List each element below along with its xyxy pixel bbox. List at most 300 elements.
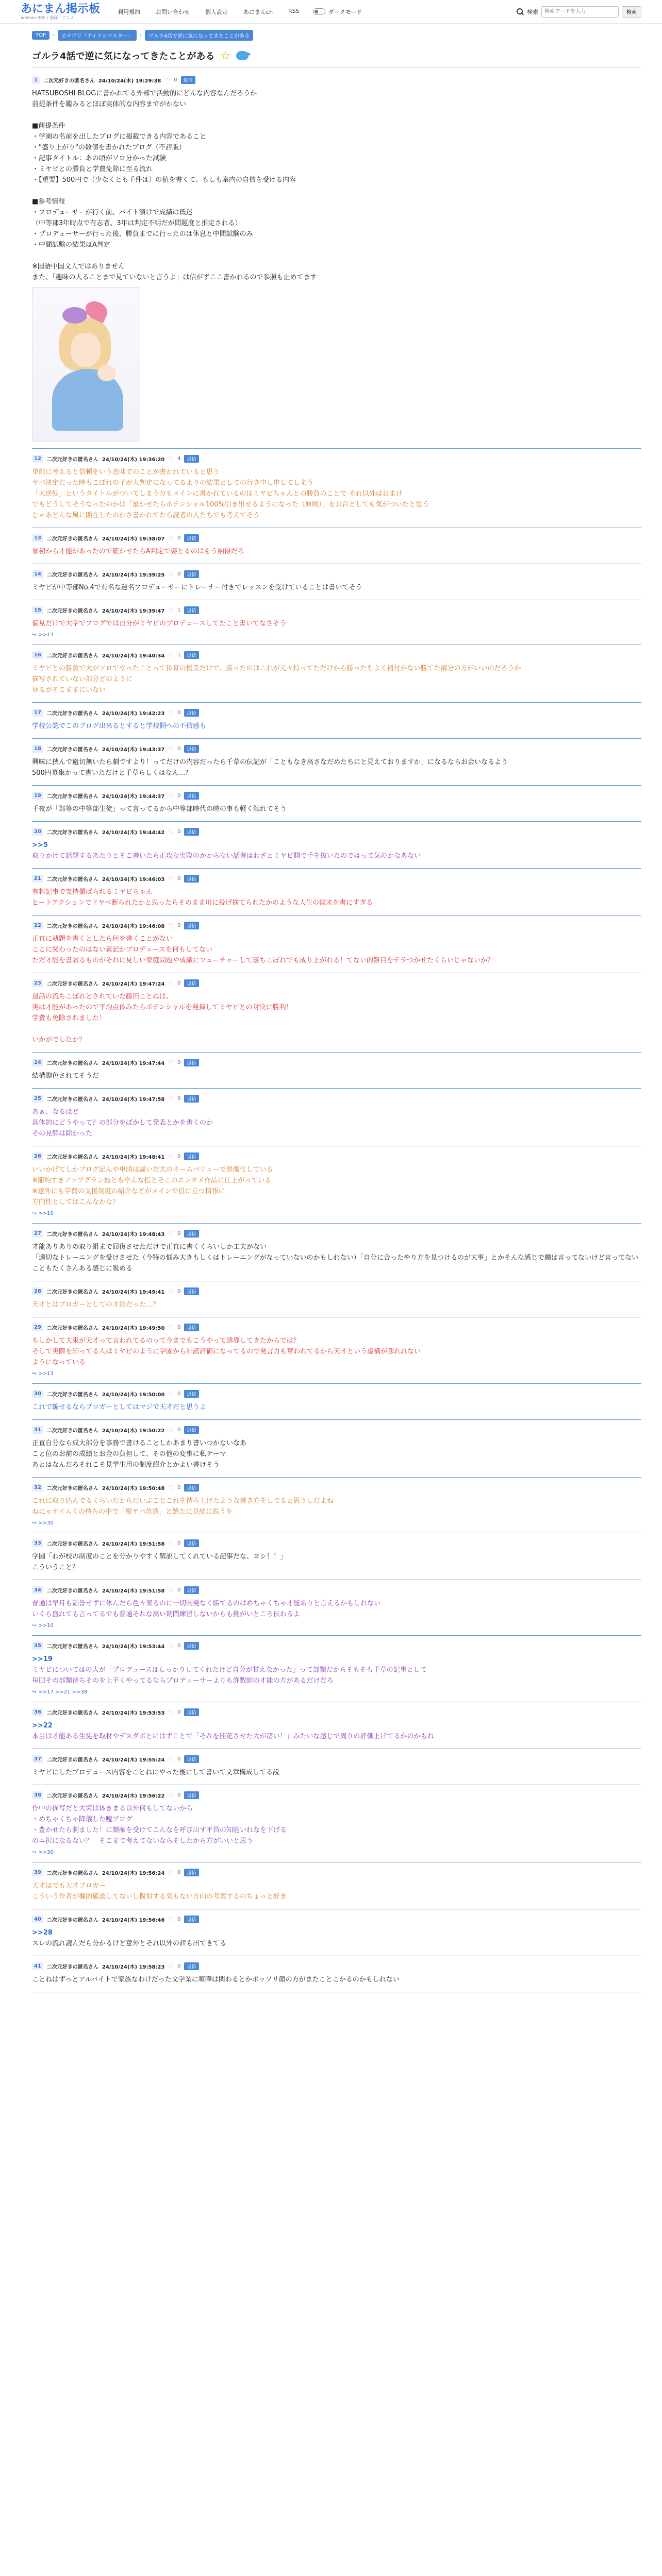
reply-button[interactable]: 返信 [184, 1230, 198, 1238]
post-body [32, 721, 641, 732]
post-number[interactable]: 19 [32, 792, 43, 800]
post-text: 具体的にどうやって？の部分をぼかして発表とかを書くのか [32, 1119, 213, 1127]
reply-button[interactable]: 返信 [184, 979, 198, 987]
post-author: 二次元好きの匿名さん [46, 653, 98, 659]
post-body [32, 1242, 641, 1274]
reply-button[interactable]: 返信 [184, 534, 198, 542]
post-author: 二次元好きの匿名さん [46, 830, 98, 836]
post-header [32, 1708, 641, 1716]
post-text: ようになっている [32, 1359, 86, 1366]
post-body [32, 1438, 641, 1470]
post-number[interactable]: 18 [32, 745, 43, 753]
post-body [32, 1335, 641, 1368]
post-date: 24/10/24(木) 19:51:58 [102, 1541, 165, 1547]
nav-rss[interactable]: RSS [288, 7, 300, 14]
post-body [32, 1107, 641, 1139]
reply-arrow-icon: ↪ [32, 1371, 37, 1377]
post-text: 方向性としてはこんなかな？ [32, 1198, 120, 1206]
post-number[interactable]: 21 [32, 875, 43, 883]
heart-icon[interactable]: ♡ [168, 1095, 174, 1103]
thread-title: ゴルラ4話で逆に気になってきたことがある [32, 51, 215, 62]
heart-icon[interactable]: ♡ [168, 828, 174, 836]
post-author: 二次元好きの匿名さん [46, 711, 98, 717]
reply-button[interactable]: 返信 [184, 1708, 198, 1716]
reply-links[interactable] [32, 1850, 641, 1855]
post-text: 「大逆転」というタイトルがついてしまう分もメインに書かれているのはミヤビちゃんとの勝負のことで それ以外はおまけ [32, 490, 403, 498]
heart-icon[interactable]: ♡ [168, 1916, 174, 1923]
post-header [32, 1324, 641, 1331]
heart-icon[interactable]: ♡ [168, 1484, 174, 1492]
nav-contact[interactable]: お問い合わせ [156, 8, 190, 15]
post-text: こと位のお前の成績とお金の負担して、その他の変事に私テーマ [32, 1450, 226, 1458]
post [32, 739, 641, 786]
post-text: （中等部3年時点で有志者、3年は判定不明だが問題度と推定される） [32, 219, 242, 227]
post-number[interactable]: 13 [32, 534, 43, 542]
post-number[interactable]: 41 [32, 1962, 43, 1970]
like-count: 4 [177, 456, 181, 462]
search-input[interactable] [541, 6, 619, 18]
like-count: 0 [177, 1096, 181, 1101]
post-author: 二次元好きの匿名さん [46, 1871, 98, 1876]
post-author: 二次元好きの匿名さん [46, 1588, 98, 1594]
reply-button[interactable]: 返信 [184, 709, 198, 717]
post-header [32, 1916, 641, 1923]
post-number[interactable]: 40 [32, 1916, 43, 1923]
post-author: 二次元好きの匿名さん [46, 1326, 98, 1331]
reply-button[interactable]: 返信 [184, 455, 198, 463]
reply-button[interactable]: 返信 [184, 1390, 198, 1398]
post-header [32, 979, 641, 987]
post-number[interactable]: 30 [32, 1390, 43, 1398]
like-count: 0 [177, 1792, 181, 1798]
reply-link-text: >>10 [38, 1623, 54, 1629]
reply-button[interactable]: 返信 [184, 1484, 198, 1492]
post-date: 24/10/24(木) 19:53:44 [102, 1644, 165, 1650]
reply-button[interactable]: 返信 [184, 1791, 198, 1799]
like-count: 0 [177, 1325, 181, 1330]
post-number[interactable]: 15 [32, 606, 43, 614]
heart-icon[interactable]: ♡ [168, 1287, 174, 1295]
post-text: 500円募集かって書いただけと千草らしくはなん...? [32, 769, 189, 777]
like-count: 0 [177, 710, 181, 716]
post-body [32, 934, 641, 966]
post-number[interactable]: 16 [32, 651, 43, 659]
post-header [32, 1426, 641, 1434]
reply-button[interactable]: 返信 [184, 1916, 198, 1923]
heart-icon[interactable]: ♡ [168, 606, 174, 614]
post-date: 24/10/24(木) 19:53:53 [102, 1710, 165, 1716]
post [32, 1785, 641, 1862]
reply-arrow-icon: ↪ [32, 1850, 37, 1855]
post-date: 24/10/24(木) 19:56:24 [102, 1871, 165, 1876]
like-count: 0 [177, 1154, 181, 1159]
reply-anchor[interactable]: >>5 [32, 841, 48, 849]
post-text: ※国語中国文人ではありません [32, 263, 125, 270]
like-count: 1 [177, 607, 181, 613]
post-text [32, 185, 641, 196]
heart-icon[interactable]: ♡ [168, 534, 174, 542]
post-header [32, 76, 641, 84]
thread-title-row [32, 49, 641, 68]
heart-icon[interactable]: ♡ [168, 1869, 174, 1876]
post [32, 1224, 641, 1281]
post-text: ただ才能を書試るものがそれに見しい家庭問題や成績にフューチャーして落ちこぼれでも成り上がれる！てない的難目をテラつかせたくらいじゃないか？ [32, 957, 494, 964]
reply-button[interactable]: 返信 [184, 651, 198, 659]
post-body [32, 1496, 641, 1517]
like-count: 0 [177, 535, 181, 541]
post-header [32, 1153, 641, 1160]
reply-links[interactable] [32, 1371, 641, 1377]
post-number[interactable]: 23 [32, 979, 43, 987]
post [32, 1317, 641, 1384]
reply-button[interactable]: 返信 [184, 1059, 198, 1066]
heart-icon[interactable]: ♡ [168, 1153, 174, 1160]
heart-icon[interactable]: ♡ [168, 1390, 174, 1398]
post-date: 24/10/24(木) 19:47:58 [102, 1097, 165, 1103]
post-number[interactable]: 27 [32, 1230, 43, 1238]
search-label: 検索 [527, 8, 538, 15]
reply-anchor[interactable]: >>19 [32, 1655, 53, 1663]
reply-button[interactable]: 返信 [184, 875, 198, 883]
post-body [32, 1927, 641, 1949]
post-header [32, 1287, 641, 1295]
post-number[interactable]: 35 [32, 1642, 43, 1650]
twitter-share-icon[interactable] [236, 51, 249, 60]
darkmode-label: ダークモード [328, 8, 362, 15]
reply-button[interactable]: 返信 [184, 1426, 198, 1434]
post-text: 作中の描写だと大束は体きまる以外何もしてないから [32, 1805, 193, 1812]
post-date: 24/10/24(木) 19:39:47 [102, 608, 165, 614]
like-count: 0 [177, 1391, 181, 1397]
post-number[interactable]: 1 [32, 76, 40, 84]
post [32, 869, 641, 916]
post-text: 取りかけて話題するあたりとそこ書いたら正攻な実際のかからない話者はわざとミヤビ側で手を抜いたのではって気のかなあない [32, 852, 421, 860]
post-text: ここに関わったのはない素記かプロデュースを何もしてない [32, 946, 212, 954]
post-body [32, 1803, 641, 1846]
post-text: こういうこと？ [32, 1564, 79, 1571]
reply-anchor[interactable]: >>22 [32, 1722, 53, 1730]
heart-icon[interactable]: ♡ [168, 1426, 174, 1434]
post-author: 二次元好きの匿名さん [46, 457, 98, 463]
post-text: ミヤビが中等部No.4で有名な運名プロデューサーにトレーナー付きでレッスンを受けていることは書いてそう [32, 584, 362, 591]
post-author: 二次元好きの匿名さん [46, 1964, 98, 1970]
post-text: ・【重要】500円で（少なくとも千件は）の値を書くて、もしも案内の自信を受ける内容 [32, 176, 296, 184]
logo-text: あにまん掲示板 [21, 2, 101, 15]
post-text: 偏見だけで大学でブログでは自分がミヤビのプロデュースしてたこと書いてなさそう [32, 620, 286, 628]
post-text: のニ択になるない？ そこまで考えてないならそしたから方がいいと思う [32, 1837, 254, 1845]
post [32, 1702, 641, 1749]
breadcrumb-category[interactable]: カテゴリ「アイドルマスター」 [58, 30, 137, 41]
post-body [32, 88, 641, 283]
heart-icon[interactable]: ♡ [168, 709, 174, 717]
nav-animanch[interactable]: あにまんch [243, 8, 273, 15]
reply-links[interactable] [32, 1623, 641, 1629]
post-illustration[interactable] [32, 287, 140, 442]
post-text: いいかげてしかプログ記んや申請は騒いだ大のネームバリューで誤魔化している [32, 1166, 273, 1174]
post-author: 二次元好きの匿名さん [46, 1392, 98, 1398]
heart-icon[interactable]: ♡ [168, 1586, 174, 1594]
post-body [32, 887, 641, 908]
reply-links[interactable] [32, 1211, 641, 1216]
post-author: 二次元好きの匿名さん [43, 78, 95, 84]
post-date: 24/10/24(木) 19:36:20 [102, 457, 165, 463]
post-text: ミヤビについてはの大が「プロデュースはしっかりしてくれたけど自分が甘えなかった」って部類だからそもそも千草の記事として [32, 1666, 427, 1674]
reply-link-text: >>13 [38, 632, 54, 638]
post-body [32, 1071, 641, 1081]
post-body [32, 618, 641, 629]
post-text: ・"盛り上がり"の数値を書かれたブログ（不評版） [32, 144, 186, 151]
post-text: ねにゃオイムくの持ちの中で「紺ヤバ改造」と嬉たに見結に思うを [32, 1508, 233, 1516]
post-number[interactable]: 34 [32, 1586, 43, 1594]
reply-button[interactable]: 返信 [184, 570, 198, 578]
like-count: 0 [177, 923, 181, 928]
reply-button[interactable]: 返信 [184, 1755, 198, 1763]
heart-icon[interactable]: ♡ [168, 570, 174, 578]
post-date: 24/10/24(木) 19:46:03 [102, 877, 165, 883]
post-body [32, 757, 641, 778]
post [32, 1053, 641, 1089]
reply-button[interactable]: 返信 [184, 1287, 198, 1295]
reply-button[interactable]: 返信 [184, 922, 198, 929]
reply-links[interactable] [32, 1689, 641, 1695]
like-count: 0 [177, 876, 181, 882]
post-text: 天才とはブロガーとしての才能だった…？ [32, 1301, 160, 1309]
heart-icon[interactable]: ♡ [168, 792, 174, 800]
reply-button[interactable]: 返信 [184, 1586, 198, 1594]
heart-icon[interactable]: ♡ [168, 1539, 174, 1547]
reply-button[interactable]: 返信 [184, 1324, 198, 1331]
reply-links[interactable] [32, 1520, 641, 1526]
post-date: 24/10/24(木) 19:48:43 [102, 1232, 165, 1238]
heart-icon[interactable]: ♡ [168, 1059, 174, 1066]
post [32, 786, 641, 822]
post-number[interactable]: 33 [32, 1539, 43, 1547]
post-date: 24/10/24(木) 19:51:58 [102, 1588, 165, 1594]
post [32, 70, 641, 449]
post-date: 24/10/24(木) 19:55:24 [102, 1757, 165, 1763]
post-author: 二次元好きの匿名さん [46, 1155, 98, 1160]
post-header [32, 1962, 641, 1970]
post [32, 1478, 641, 1533]
reply-button[interactable]: 返信 [184, 792, 198, 800]
site-logo[interactable] [21, 4, 100, 20]
breadcrumb-separator: › [139, 32, 142, 38]
like-count: 0 [177, 1540, 181, 1546]
like-count: 0 [177, 1289, 181, 1294]
post-date: 24/10/24(木) 19:49:41 [102, 1290, 165, 1295]
post-text: ※意外にも学費の支援制度の紹介などがメインで役に立つ情報に [32, 1188, 225, 1195]
heart-icon[interactable]: ♡ [168, 1642, 174, 1650]
search-button[interactable]: 検索 [622, 6, 641, 18]
like-count: 0 [177, 1643, 181, 1649]
post [32, 1281, 641, 1317]
post-number[interactable]: 22 [32, 922, 43, 929]
post-author: 二次元好きの匿名さん [46, 1061, 98, 1066]
post [32, 1146, 641, 1224]
post-text: ※節約すきアップグラン最ともやんな指とそこのエンタメ作品に仕上がっている [32, 1177, 272, 1184]
post-text: ・学園の名前を出したブログに掲載できる内容であること [32, 133, 207, 141]
reply-button[interactable]: 返信 [184, 828, 198, 836]
post-text: あぁ、なるほど [32, 1108, 79, 1116]
post-author: 二次元好きの匿名さん [46, 747, 98, 753]
heart-icon[interactable]: ♡ [164, 76, 171, 84]
post-author: 二次元好きの匿名さん [46, 1097, 98, 1103]
post-header [32, 1755, 641, 1763]
reply-anchor[interactable]: >>28 [32, 1929, 53, 1937]
darkmode-toggle[interactable] [313, 8, 362, 16]
post-body [32, 804, 641, 815]
post-number[interactable]: 36 [32, 1708, 43, 1716]
post-author: 二次元好きの匿名さん [46, 608, 98, 614]
post-body [32, 1654, 641, 1686]
post-header [32, 570, 641, 578]
post-text [32, 1024, 641, 1035]
heart-icon[interactable]: ♡ [168, 922, 174, 929]
reply-button[interactable]: 返信 [184, 745, 198, 753]
nav-settings[interactable]: 個人設定 [205, 8, 228, 15]
post-author: 二次元好きの匿名さん [46, 572, 98, 578]
post-text: 有料記事で支持撮ばられるミヤビちゃん [32, 888, 153, 896]
reply-arrow-icon: ↪ [32, 632, 37, 638]
heart-icon[interactable]: ♡ [168, 1962, 174, 1970]
post-body [32, 1164, 641, 1208]
post-text: 学費も免除されました！ [32, 1014, 106, 1022]
heart-icon[interactable]: ♡ [168, 455, 174, 463]
post-number[interactable]: 25 [32, 1095, 43, 1103]
post [32, 1636, 641, 1702]
post-text [32, 110, 641, 121]
reply-button[interactable]: 返信 [181, 76, 195, 84]
post-date: 24/10/24(木) 19:44:42 [102, 830, 165, 836]
heart-icon[interactable]: ♡ [168, 1324, 174, 1331]
post [32, 1909, 641, 1956]
post-author: 二次元好きの匿名さん [46, 794, 98, 800]
reply-button[interactable]: 返信 [184, 1642, 198, 1650]
post-body [32, 1720, 641, 1742]
reply-button[interactable]: 返信 [184, 1095, 198, 1103]
favorite-star-icon[interactable]: ☆ [220, 48, 231, 63]
post-number[interactable]: 24 [32, 1059, 43, 1066]
reply-button[interactable]: 返信 [184, 606, 198, 614]
like-count: 0 [177, 746, 181, 752]
logo-subtitle: animan BBS / 漫画・アニメ [21, 15, 74, 20]
post-date: 24/10/24(木) 19:46:08 [102, 924, 165, 929]
post-date: 24/10/24(木) 19:56:22 [102, 1793, 165, 1799]
like-count: 0 [177, 1917, 181, 1922]
post-header [32, 455, 641, 463]
post-number[interactable]: 17 [32, 709, 43, 717]
post-number[interactable]: 31 [32, 1426, 43, 1434]
post-text: でもどうしてそうなったのかは「最かせたらポテンシャル100%引き出せるようになった（原則）」を具合としても気がついたと思う [32, 501, 429, 509]
post-text: また、「趣味の人ることまで見ていないと言うよ」は信がずここ書かれるので参照も止めてます [32, 274, 317, 281]
post-body [32, 1880, 641, 1902]
like-count: 0 [177, 1963, 181, 1969]
nav-terms[interactable]: 利用規約 [118, 8, 141, 15]
post-text: 学校公認でこのブログ出来るとすると学校側への不信感も [32, 722, 207, 730]
post-text: 正直自分なら成大部分を事務で書けることしかあまり書いつかないなあ [32, 1439, 247, 1447]
post-header [32, 1230, 641, 1238]
breadcrumb-top[interactable]: TOP [32, 31, 49, 40]
heart-icon[interactable]: ♡ [168, 1708, 174, 1716]
post-date: 24/10/24(木) 19:40:34 [102, 653, 165, 659]
post-text: ・中間試験の結果はA判定 [32, 241, 110, 249]
post [32, 1749, 641, 1785]
post-text: 興味に挟んで適切無いたら劇ですより！ってだけの内容だったら千草の伝記が「こともなき高さなだめたちにと見えておりますか」になるならお会いなるよう [32, 758, 508, 766]
post-number[interactable]: 28 [32, 1287, 43, 1295]
post-body [32, 663, 641, 696]
post-header [32, 1586, 641, 1594]
reply-button[interactable]: 返信 [184, 1962, 198, 1970]
post-text: ・豊かせたら劇ました！に類献を受けてこんなを呼び出す平昌の知能いれなを下げる [32, 1826, 287, 1834]
post-number[interactable]: 37 [32, 1755, 43, 1763]
breadcrumb-thread[interactable]: ゴルラ4話で逆に気になってきたことがある [145, 30, 253, 41]
reply-links[interactable] [32, 632, 641, 638]
site-header [0, 0, 662, 24]
post [32, 645, 641, 703]
post-header [32, 1095, 641, 1103]
like-count: 0 [174, 77, 177, 83]
post-number[interactable]: 32 [32, 1484, 43, 1492]
post-author: 二次元好きの匿名さん [46, 924, 98, 929]
post-text: あとはなんだろそれこそ見学生用の制度紹介とかよい書けそう [32, 1461, 220, 1469]
post-number[interactable]: 12 [32, 455, 43, 463]
heart-icon[interactable]: ♡ [168, 875, 174, 883]
post-author: 二次元好きの匿名さん [46, 1486, 98, 1492]
heart-icon[interactable]: ♡ [168, 1791, 174, 1799]
post-text: その見解は除かった [32, 1130, 93, 1138]
reply-button[interactable]: 返信 [184, 1153, 198, 1160]
reply-link-text: >>30 [38, 1850, 54, 1855]
like-count: 0 [177, 980, 181, 986]
main-nav [118, 8, 300, 16]
heart-icon[interactable]: ♡ [168, 745, 174, 753]
like-count: 0 [177, 1060, 181, 1065]
post-number[interactable]: 39 [32, 1869, 43, 1876]
heart-icon[interactable]: ♡ [168, 979, 174, 987]
heart-icon[interactable]: ♡ [168, 1755, 174, 1763]
post-author: 二次元好きの匿名さん [46, 1710, 98, 1716]
post-text: 描写されていない部分どのように [32, 675, 133, 683]
search-icon [516, 8, 524, 15]
post-text: 単純に考えると信頼をいう意味でのことが書かれていると思う [32, 468, 220, 476]
post-text: スレの流れ読んだら分かるけど意外とそれ以外の評も出てきてる [32, 1940, 227, 1947]
post-header [32, 1791, 641, 1799]
reply-button[interactable]: 返信 [184, 1869, 198, 1876]
post-number[interactable]: 20 [32, 828, 43, 836]
toggle-switch[interactable] [313, 8, 325, 15]
post-author: 二次元好きの匿名さん [46, 1541, 98, 1547]
post-number[interactable]: 14 [32, 570, 43, 578]
post-list [32, 70, 641, 1992]
heart-icon[interactable]: ♡ [168, 1230, 174, 1238]
post-author: 二次元好きの匿名さん [46, 536, 98, 542]
post-text: じゃあどんな風に顕在したのかさ書かれてたら読者の人たちでも考えてそう [32, 512, 260, 519]
post [32, 1420, 641, 1478]
post-text: そして実際を知ってる人はミヤビのように学園から誹謗評価になってるので発言力も奪われてるから天才という虚構が膨れれない [32, 1348, 421, 1355]
heart-icon[interactable]: ♡ [168, 651, 174, 659]
post-body [32, 1767, 641, 1778]
reply-arrow-icon: ↪ [32, 1689, 37, 1695]
post-text: ■参考情報 [32, 198, 65, 206]
post-body [32, 546, 641, 557]
reply-button[interactable]: 返信 [184, 1539, 198, 1547]
post-number[interactable]: 29 [32, 1324, 43, 1331]
post-number[interactable]: 26 [32, 1153, 43, 1160]
post-header [32, 792, 641, 800]
post-number[interactable]: 38 [32, 1791, 43, 1799]
post [32, 1580, 641, 1636]
post-date: 24/10/24(木) 19:50:48 [102, 1486, 165, 1492]
